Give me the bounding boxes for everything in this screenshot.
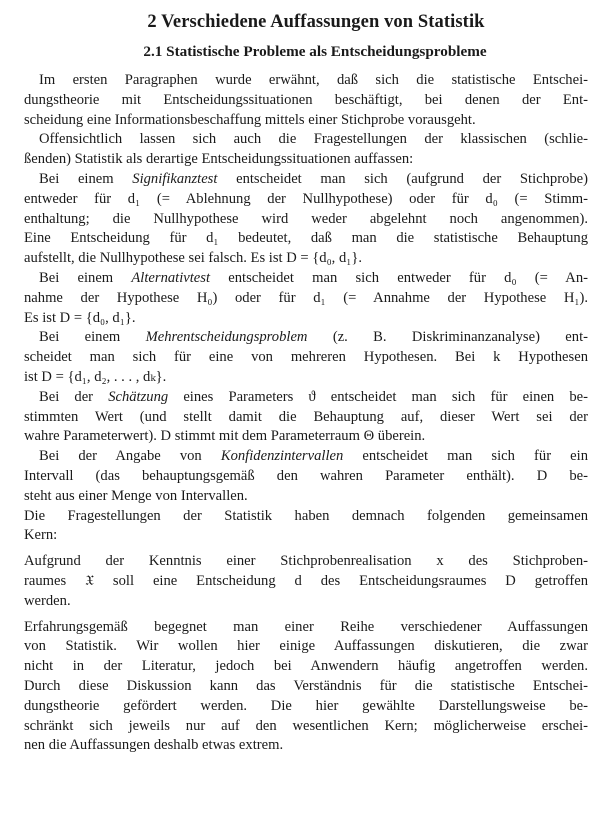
term-estimation: Schätzung — [108, 388, 169, 405]
text-line: Bei der Angabe von Konfidenzintervallen entscheidet man sich für ein — [39, 448, 588, 465]
text-line: wahre Parameterwert). D stimmt mit dem Parameterraum Θ überein. — [24, 428, 426, 445]
text-line: Bei einem Signifikanztest entscheidet man sich (aufgrund der Stichprobe) — [39, 170, 588, 187]
section-title: 2.1 Statistische Probleme als Entscheidungsprobleme — [143, 43, 487, 60]
text-line: Im ersten Paragraphen wurde erwähnt, daß sich die statistische Entschei- — [39, 72, 588, 88]
text-line: dungstheorie gefördert werden. Die hier gewählte Darstellungsweise be- — [24, 697, 588, 714]
text-line: Kern: — [24, 527, 58, 544]
text-line: werden. — [24, 592, 71, 609]
text-line: scheidung eine Informationsbeschaffung mittels einer Stichprobe vorausgeht. — [24, 111, 476, 128]
text-line: raumes 𝔛 soll eine Entscheidung d des Entscheidungsraumes D getroffen — [24, 572, 588, 589]
text-line: nahme der Hypothese H₀) oder für d₁ (= Annahme der Hypothese H₁). — [24, 289, 588, 306]
paragraph-multiple-decision — [24, 328, 588, 387]
text-line: nen die Auffassungen deshalb etwas extrem. — [24, 737, 284, 754]
text-line: von Statistik. Wir wollen hier einige Auffassungen diskutieren, die zwar — [24, 638, 588, 655]
text-line: Durch diese Diskussion kann das Verständnis für die statistische Entschei- — [24, 677, 588, 694]
paragraph-common-core — [24, 552, 588, 611]
text-line: stimmten Wert (und stellt damit die Behauptung auf, dieser Wert sei der — [24, 408, 588, 425]
text-line: nicht in der Literatur, jedoch bei Anwendern häufig angetroffen werden. — [24, 658, 588, 675]
term-significance-test: Signifikanztest — [132, 170, 218, 187]
text-line: schränkt sich jeweils nur auf den wesentlichen Kern; möglicherweise erschei- — [24, 717, 588, 734]
text-line: ist D = {d₁, d₂, . . . , dₖ}. — [24, 368, 167, 385]
text-line: Offensichtlich lassen sich auch die Fragestellungen der klassischen (schlie- — [39, 131, 588, 148]
text-line: scheidet man sich für eine von mehreren Hypothesen. Bei k Hypothesen — [24, 349, 588, 366]
text-line: enthaltung; die Nullhypothese wird weder abgelehnt noch angenommen). — [24, 210, 588, 227]
text-line: entweder für d₁ (= Ablehnung der Nullhypothese) oder für d₀ (= Stimm- — [24, 190, 588, 207]
text-line: aufstellt, die Nullhypothese sei falsch. Es ist D = {d₀, d₁}. — [24, 250, 363, 267]
paragraph-classical-statistics — [24, 130, 588, 170]
paragraph-confidence-intervals — [24, 447, 588, 506]
text-line: Eine Entscheidung für d₁ bedeutet, daß man die statistische Behauptung — [24, 230, 588, 247]
text-line: Es ist D = {d₀, d₁}. — [24, 309, 136, 326]
text-line: Bei einem Mehrentscheidungsproblem (z. B. Diskriminanzanalyse) ent- — [39, 329, 588, 346]
paragraph-alternative-test — [24, 269, 588, 328]
text-line: Die Fragestellungen der Statistik haben demnach folgenden gemeinsamen — [24, 507, 588, 524]
text-line: Bei der Schätzung eines Parameters ϑ entscheidet man sich für einen be- — [39, 388, 588, 405]
paragraph-estimation — [24, 388, 588, 447]
paragraph-significance-test — [24, 170, 588, 269]
text-line: dungstheorie mit Entscheidungssituationen beschäftigt, bei denen der Ent- — [24, 91, 588, 108]
text-line: ßenden) Statistik als derartige Entscheidungssituationen auffassen: — [24, 151, 414, 168]
text-line: Aufgrund der Kenntnis einer Stichprobenrealisation x des Stichproben- — [24, 553, 588, 570]
term-alternative-test: Alternativtest — [131, 269, 211, 286]
text-line: Erfahrungsgemäß begegnet man einer Reihe verschiedener Auffassungen — [24, 618, 588, 635]
term-confidence-intervals: Konfidenzintervallen — [220, 448, 344, 465]
text-line: Intervall (das behauptungsgemäß den wahren Parameter enthält). D be- — [24, 467, 588, 484]
term-multiple-decision: Mehrentscheidungsproblem — [145, 329, 308, 346]
text-line: steht aus einer Menge von Intervallen. — [24, 487, 248, 504]
text-line: Bei einem Alternativtest entscheidet man sich entweder für d₀ (= An- — [39, 269, 588, 286]
paragraph-common-core-intro — [24, 507, 588, 547]
paragraph-intro — [24, 71, 588, 130]
chapter-title: 2 Verschiedene Auffassungen von Statistik — [147, 12, 485, 32]
paragraph-views-of-statistics — [24, 618, 588, 757]
